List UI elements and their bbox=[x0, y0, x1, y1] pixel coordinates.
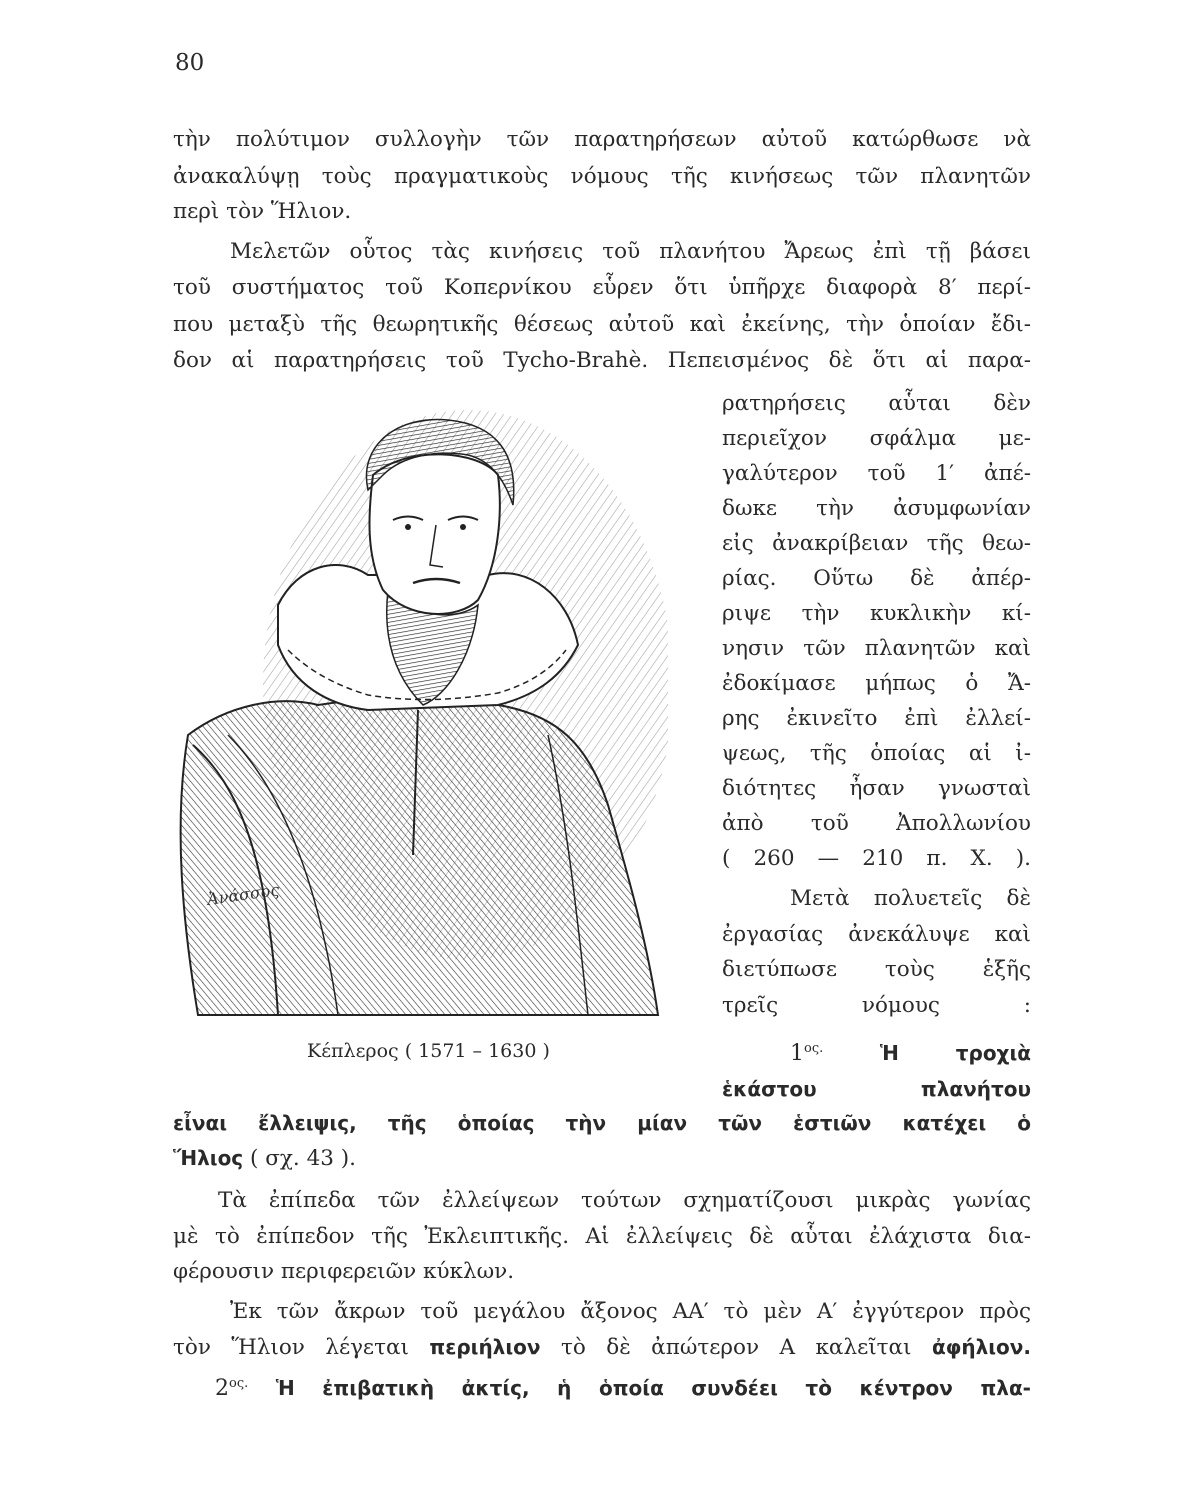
law1-heading: $1^{o\varsigma.}$ Ἡ τροχιὰ bbox=[790, 1040, 1031, 1066]
text-line: Ἐκ τῶν ἄκρων τοῦ μεγάλου ἄξονος ΑΑ′ τὸ μὲν Α′ ἐγγύτερον πρὸς bbox=[230, 1299, 1031, 1324]
kepler-portrait bbox=[168, 405, 668, 1020]
text-line: ἀνακαλύψῃ τοὺς πραγματικοὺς νόμους τῆς κινήσεως τῶν πλανητῶν bbox=[173, 164, 1031, 189]
text-line: Μελετῶν οὗτος τὰς κινήσεις τοῦ πλανήτου Ἄρεως ἐπὶ τῇ βάσει bbox=[230, 239, 1031, 264]
text-line: φέρουσιν περιφερειῶν κύκλων. bbox=[173, 1259, 515, 1284]
text-line: τὸν Ἥλιον λέγεται περιήλιον τὸ δὲ ἀπώτερον Α καλεῖται ἀφήλιον. bbox=[173, 1335, 1031, 1360]
column-line: διετύπωσε τοὺς ἑξῆς bbox=[722, 957, 1031, 982]
column-line: περιεῖχον σφάλμα με- bbox=[722, 426, 1031, 451]
column-line: ἀπὸ τοῦ Ἀπολλωνίου bbox=[722, 811, 1031, 836]
column-line: γαλύτερον τοῦ 1′ ἀπέ- bbox=[722, 461, 1031, 486]
column-line: ψεως, τῆς ὁποίας αἱ ἰ- bbox=[722, 741, 1031, 766]
column-line: τρεῖς νόμους : bbox=[722, 993, 1031, 1018]
text-line: Τὰ ἐπίπεδα τῶν ἐλλείψεων τούτων σχηματίζουσι μικρὰς γωνίας bbox=[218, 1188, 1031, 1213]
text-line: τοῦ συστήματος τοῦ Κοπερνίκου εὗρεν ὅτι ὑπῆρχε διαφορὰ 8′ περί- bbox=[173, 275, 1031, 300]
column-line: ἐδοκίμασε μήπως ὁ Ἄ- bbox=[722, 671, 1031, 696]
artist-signature: Ἀνάσσος bbox=[205, 880, 281, 909]
page-number: 80 bbox=[175, 50, 205, 76]
column-line: ρης ἐκινεῖτο ἐπὶ ἐλλεί- bbox=[722, 706, 1031, 731]
text-line: περὶ τὸν Ἥλιον. bbox=[173, 199, 352, 224]
column-line: ( 260 — 210 π. Χ. ). bbox=[722, 846, 1031, 871]
column-line: δωκε τὴν ἀσυμφωνίαν bbox=[722, 496, 1031, 521]
law2-line: $2^{o\varsigma.}$ Ἡ ἐπιβατικὴ ἀκτίς, ἡ ὁποία συνδέει τὸ κέντρον πλα- bbox=[215, 1375, 1031, 1401]
text-line: δον αἱ παρατηρήσεις τοῦ Tycho-Brahè. Πεπεισμένος δὲ ὅτι αἱ παρα- bbox=[173, 348, 1031, 373]
column-line: Μετὰ πολυετεῖς δὲ bbox=[790, 886, 1031, 911]
column-line: ρατηρήσεις αὗται δὲν bbox=[722, 391, 1031, 416]
column-line: διότητες ἦσαν γνωσταὶ bbox=[722, 776, 1031, 801]
text-line: μὲ τὸ ἐπίπεδον τῆς Ἐκλειπτικῆς. Αἱ ἐλλείψεις δὲ αὗται ἐλάχιστα δια- bbox=[173, 1224, 1031, 1249]
text-line: τὴν πολύτιμον συλλογὴν τῶν παρατηρήσεων αὐτοῦ κατώρθωσε νὰ bbox=[173, 127, 1031, 152]
column-line: εἰς ἀνακρίβειαν τῆς θεω- bbox=[722, 531, 1031, 556]
law1-line: εἶναι ἔλλειψις, τῆς ὁποίας τὴν μίαν τῶν ἑστιῶν κατέχει ὁ bbox=[173, 1111, 1031, 1135]
law1-line: Ἥλιος ( σχ. 43 ). bbox=[173, 1146, 357, 1171]
law1-line: ἑκάστου πλανήτου bbox=[722, 1077, 1031, 1101]
column-line: ἐργασίας ἀνεκάλυψε καὶ bbox=[722, 922, 1031, 947]
text-line: που μεταξὺ τῆς θεωρητικῆς θέσεως αὐτοῦ καὶ ἐκείνης, τὴν ὁποίαν ἔδι- bbox=[173, 312, 1031, 337]
column-line: ριψε τὴν κυκλικὴν κί- bbox=[722, 601, 1031, 626]
portrait-caption: Κέπλερος ( 1571 – 1630 ) bbox=[307, 1040, 550, 1062]
column-line: ρίας. Οὕτω δὲ ἀπέρ- bbox=[722, 566, 1031, 591]
column-line: νησιν τῶν πλανητῶν καὶ bbox=[722, 636, 1031, 661]
